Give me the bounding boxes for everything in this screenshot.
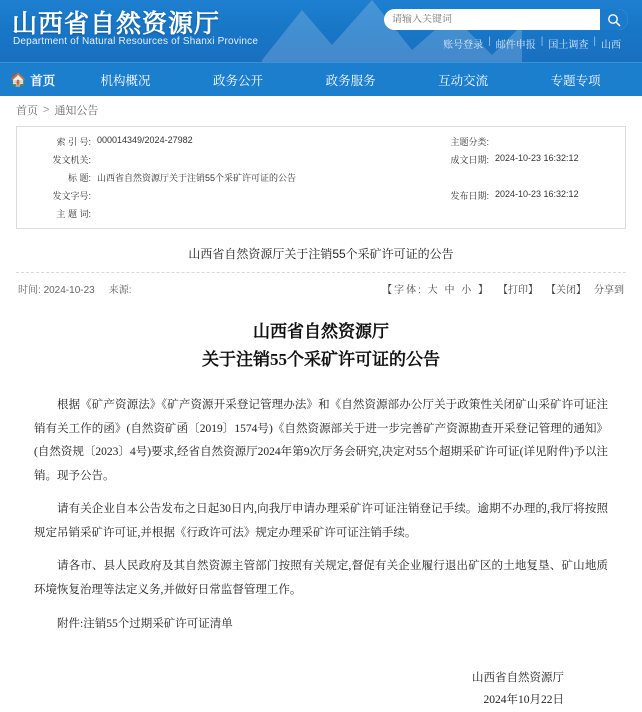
signature-date: 2024年10月22日 (483, 694, 564, 706)
article (0, 229, 642, 712)
meta-value-index: 000014349/2024-27982 (97, 135, 193, 145)
nav-items[interactable] (69, 71, 642, 89)
nav-item-3[interactable]: 互动交流 (438, 73, 489, 88)
document-attachment[interactable]: 附件:注销55个过期采矿许可证清单 (57, 617, 233, 630)
main-nav[interactable] (0, 62, 642, 96)
document-meta-table (16, 126, 626, 229)
header-link-sep-2: | (593, 36, 596, 47)
nav-item-0[interactable]: 机构概况 (100, 73, 151, 88)
meta-label-docnumber: 发文字号: (52, 191, 91, 201)
site-header (0, 0, 642, 62)
nav-item-1[interactable]: 政务公开 (213, 73, 264, 88)
meta-value-keywords (97, 207, 615, 220)
meta-value-category (495, 135, 615, 148)
nav-home-label: 首页 (30, 73, 56, 88)
home-icon: 🏠 (10, 71, 27, 87)
search-icon (607, 13, 621, 27)
header-link-3[interactable]: 山西 (601, 40, 621, 51)
font-size-label: 【字体: (382, 285, 423, 296)
meta-value-writtendate: 2024-10-23 16:32:12 (495, 153, 579, 163)
article-source (109, 281, 132, 296)
close-button[interactable]: 【关闭】 (546, 285, 586, 296)
share-label[interactable]: 分享到 (594, 285, 624, 296)
meta-label-issuer: 发文机关: (52, 155, 91, 165)
meta-table-wrap (0, 124, 642, 229)
header-link-sep-1: | (540, 36, 544, 47)
meta-label-index: 索 引 号: (56, 137, 91, 147)
document-paragraph-1: 请有关企业自本公告发布之日起30日内,向我厅申请办理采矿许可证注销登记手续。逾期不办理的,我厅将按照规定吊销采矿许可证,并根据《行政许可法》规定办理采矿许可证注销手续。 (34, 503, 608, 539)
article-time (18, 281, 95, 296)
document-signature (16, 646, 626, 712)
site-subtitle: Department of Natural Resources of Shanxi Province (13, 36, 259, 47)
meta-label-keywords: 主 题 词: (56, 209, 91, 219)
nav-item-4[interactable]: 专题专项 (550, 73, 601, 88)
header-link-2[interactable]: 国土调查 (548, 40, 589, 51)
article-actions[interactable] (382, 281, 624, 296)
print-button[interactable]: 【打印】 (498, 285, 538, 296)
document-paragraph-0: 根据《矿产资源法》《矿产资源开采登记管理办法》和《自然资源部办公厅关于政策性关闭矿山采矿许可证注销有关工作的函》(自然资矿函〔2019〕1574号)《自然资源部关于进一步完善矿产资源勘查开采登记管理的通知》(自然资规〔2023〕4号)要求,经省自然资源厅2024年第9次厅务会研究,决定对55个超期采矿许可证(详见附件)予以注销。现予公告。 (34, 399, 608, 482)
font-size-medium[interactable]: 中 (444, 285, 457, 296)
breadcrumb (0, 96, 642, 124)
meta-label-title: 标 题: (67, 173, 91, 183)
search-box[interactable] (384, 9, 628, 30)
meta-value-title: 山西省自然资源厅关于注销55个采矿许可证的公告 (97, 173, 297, 183)
site-title: 山西省自然资源厅 (12, 11, 221, 38)
meta-label-publishdate: 发布日期: (450, 191, 489, 201)
document-paragraph-2: 请各市、县人民政府及其自然资源主管部门按照有关规定,督促有关企业履行退出矿区的土地复垦、矿山地质环境恢复治理等法定义务,并做好日常监督管理工作。 (34, 560, 608, 597)
article-source-label: 来源: (108, 285, 132, 296)
article-time-value: 2024-10-23 (43, 285, 95, 296)
article-toolbar[interactable] (16, 273, 626, 300)
signature-org: 山西省自然资源厅 (472, 672, 564, 685)
header-links[interactable] (438, 36, 626, 51)
document-body (16, 380, 626, 636)
font-size-small[interactable]: 小 (461, 285, 474, 296)
document-title (16, 300, 626, 380)
font-size-end: 】 (478, 285, 490, 296)
meta-label-writtendate: 成文日期: (450, 155, 489, 165)
breadcrumb-item-0[interactable]: 首页 (16, 105, 38, 117)
header-link-sep-0: | (488, 36, 491, 47)
search-input[interactable] (384, 14, 600, 25)
article-time-label: 时间: (18, 285, 41, 296)
breadcrumb-item-1[interactable]: 通知公告 (54, 105, 99, 117)
document-title-line2: 关于注销55个采矿许可证的公告 (202, 350, 440, 370)
article-head-title: 山西省自然资源厅关于注销55个采矿许可证的公告 (16, 229, 626, 273)
meta-value-issuer (97, 153, 429, 166)
meta-value-docnumber (97, 189, 429, 202)
article-info (18, 281, 132, 296)
header-link-1[interactable]: 邮件申报 (495, 40, 536, 51)
font-size-large[interactable]: 大 (427, 285, 440, 296)
font-size-group[interactable] (382, 281, 490, 296)
search-button[interactable] (600, 9, 628, 30)
document-title-line1: 山西省自然资源厅 (253, 322, 389, 341)
meta-value-publishdate: 2024-10-23 16:32:12 (495, 189, 579, 199)
meta-label-category: 主题分类: (450, 137, 489, 147)
breadcrumb-separator: > (43, 104, 50, 116)
nav-item-home[interactable] (0, 71, 69, 89)
nav-item-2[interactable]: 政务服务 (325, 73, 376, 88)
header-link-0[interactable]: 账号登录 (443, 40, 484, 51)
